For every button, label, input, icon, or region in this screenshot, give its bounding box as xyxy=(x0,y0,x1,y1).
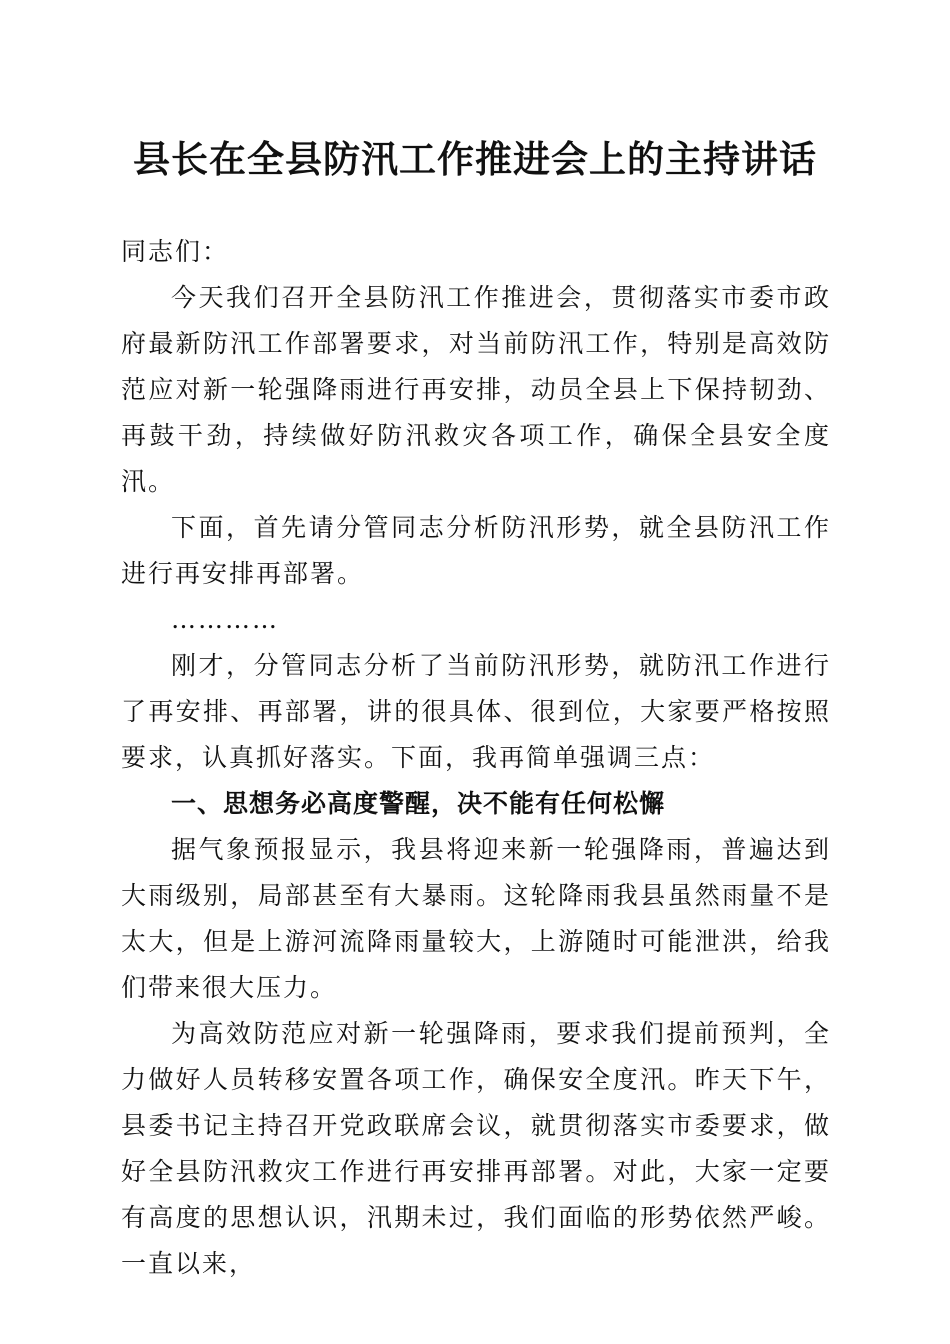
document-title: 县长在全县防汛工作推进会上的主持讲话 xyxy=(133,137,817,181)
section-heading: 一、思想务必高度警醒，决不能有任何松懈 xyxy=(171,789,666,818)
paragraph-ellipsis: ………… xyxy=(171,605,279,634)
paragraph-forecast: 据气象预报显示，我县将迎来新一轮强降雨，普遍达到大雨级别，局部甚至有大暴雨。这轮降雨我县虽然雨量不是太大，但是上游河流降雨量较大，上游随时可能泄洪，给我们带来很大压力。 xyxy=(121,835,831,1002)
paragraph-requirements: 为高效防范应对新一轮强降雨，要求我们提前预判，全力做好人员转移安置各项工作，确保安全度汛。昨天下午，县委书记主持召开党政联席会议，就贯彻落实市委要求，做好全县防汛救灾工作进行再安排再部署。对此，大家一定要有高度的思想认识，汛期未过，我们面临的形势依然严峻。一直以来， xyxy=(121,1019,831,1278)
salutation: 同志们： xyxy=(121,237,230,266)
paragraph-summary: 刚才，分管同志分析了当前防汛形势，就防汛工作进行了再安排、再部署，讲的很具体、很到位，大家要严格按照要求，认真抓好落实。下面，我再简单强调三点： xyxy=(121,651,831,772)
paragraph-intro: 今天我们召开全县防汛工作推进会，贯彻落实市委市政府最新防汛工作部署要求，对当前防汛工作，特别是高效防范应对新一轮强降雨进行再安排，动员全县上下保持韧劲、再鼓干劲，持续做好防汛救灾各项工作，确保全县安全度汛。 xyxy=(121,283,831,496)
paragraph-agenda: 下面，首先请分管同志分析防汛形势，就全县防汛工作进行再安排再部署。 xyxy=(121,513,831,588)
document-body xyxy=(121,229,831,1287)
